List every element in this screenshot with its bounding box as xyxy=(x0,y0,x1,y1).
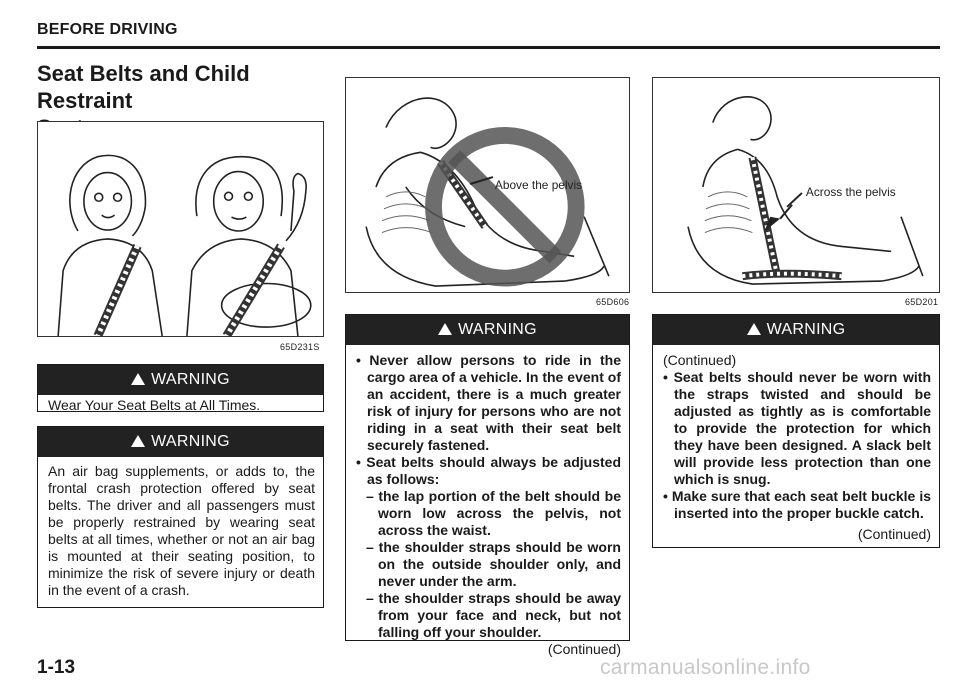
warning-triangle-icon xyxy=(747,323,761,335)
continued-label: (Continued) xyxy=(547,641,621,657)
belt-above-pelvis-illustration xyxy=(346,78,629,292)
warning-bullet: • Never allow persons to ride in the cargo area of a vehicle. In the event of an accident, there is a much greater risk of injury for persons who are not riding in a seat with their seat belt securely fastened. xyxy=(356,352,621,453)
callout-above-pelvis: Above the pelvis xyxy=(494,177,583,192)
watermark: carmanualsonline.info xyxy=(600,656,811,679)
warning-header xyxy=(38,427,323,457)
warning-header xyxy=(38,365,323,395)
warning-subitem: – the shoulder straps should be worn on the outside shoulder only, and never under the arm. xyxy=(366,539,621,589)
warning-text-block xyxy=(653,345,939,550)
warning-box-airbag xyxy=(37,426,324,608)
continued-label: (Continued) xyxy=(857,526,931,542)
callout-across-pelvis: Across the pelvis xyxy=(805,184,896,199)
warning-text: Wear Your Seat Belts at All Times. xyxy=(48,397,261,413)
figure-belt-across-pelvis xyxy=(652,77,940,293)
section-header: BEFORE DRIVING xyxy=(37,21,178,38)
warning-bullet: • Seat belts should never be worn with the straps twisted and should be adjusted as tightly as is comfortable to provide the protection for which they have been designed. A slack belt will provide less protection than one which is snug. xyxy=(663,369,931,487)
warning-label: WARNING xyxy=(766,321,846,338)
warning-triangle-icon xyxy=(131,373,145,385)
warning-triangle-icon xyxy=(131,435,145,447)
warning-label: WARNING xyxy=(151,433,230,450)
warning-box-belt-fit xyxy=(652,314,940,548)
warning-label: WARNING xyxy=(458,321,537,338)
page-number: 1-13 xyxy=(37,657,76,678)
warning-header xyxy=(346,315,629,345)
warning-box-seatbelts xyxy=(37,364,324,412)
figure-occupants-belted xyxy=(37,121,324,337)
warning-header xyxy=(653,315,939,345)
warning-subitem: – the shoulder straps should be away from your face and neck, but not falling off your shoulder. xyxy=(366,590,621,640)
warning-box-belt-adjustment xyxy=(345,314,630,657)
header-rule xyxy=(37,46,940,49)
warning-label: WARNING xyxy=(151,371,230,388)
warning-triangle-icon xyxy=(438,323,452,335)
figure-code-1: 65D231S xyxy=(280,342,320,352)
warning-text: An air bag supplements, or adds to, the frontal crash protection offered by seat belts. The driver and all passengers must be properly restrained by wearing seat belts at all times, whether or not an air bag is mounted at their seating position, to minimize the risk of severe injury or death in the event of a crash. xyxy=(48,463,315,598)
occupants-illustration xyxy=(38,122,323,336)
warning-bullet: • Seat belts should always be adjusted as follows: xyxy=(356,454,621,487)
continued-label-top: (Continued) xyxy=(663,352,737,368)
warning-text-block xyxy=(346,345,629,665)
figure-code-3: 65D201 xyxy=(905,297,939,307)
belt-across-pelvis-illustration xyxy=(653,78,939,292)
warning-bullet: • Make sure that each seat belt buckle is inserted into the proper buckle catch. xyxy=(663,488,931,521)
figure-code-2: 65D606 xyxy=(596,297,630,307)
figure-belt-above-pelvis xyxy=(345,77,630,293)
title-line-1: Seat Belts and Child Restraint xyxy=(37,61,250,113)
warning-subitem: – the lap portion of the belt should be worn low across the pelvis, not across the waist. xyxy=(366,488,621,538)
